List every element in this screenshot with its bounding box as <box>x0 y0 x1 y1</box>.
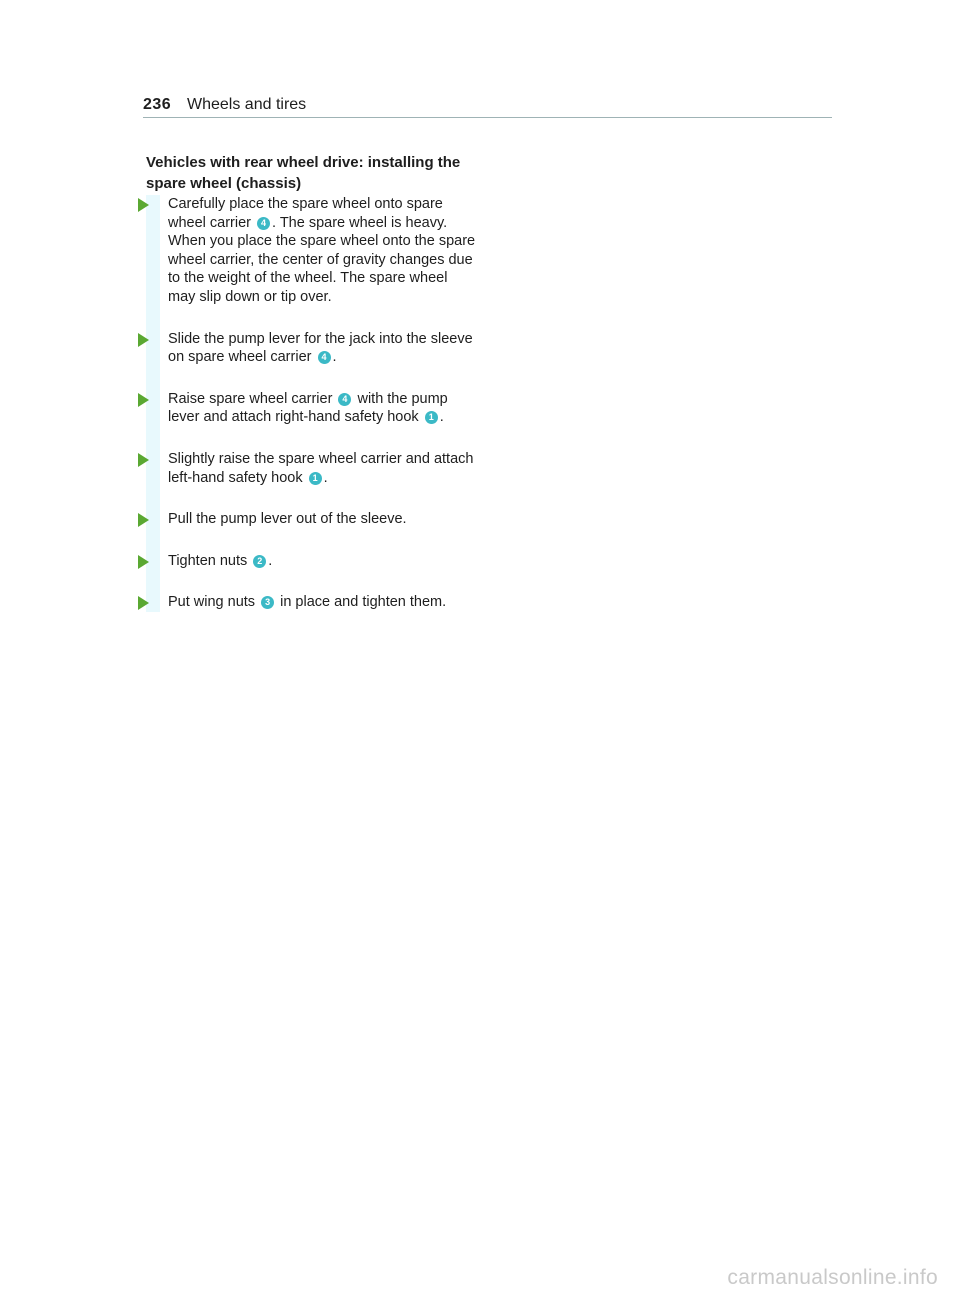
page-number: 236 <box>143 96 172 113</box>
header-divider <box>143 117 832 118</box>
step-text: Put wing nuts 3 in place and tighten them. <box>168 594 447 611</box>
step-text: Pull the pump lever out of the sleeve. <box>168 511 407 528</box>
step-item <box>146 195 476 307</box>
step-text: Slightly raise the spare wheel carrier and attach left-hand safety hook 1 . <box>168 450 474 486</box>
arrow-icon <box>138 596 149 610</box>
step-item <box>146 552 476 571</box>
callout-badge: 4 <box>257 217 270 230</box>
step-text: Tighten nuts 2 . <box>168 552 273 569</box>
arrow-icon <box>138 453 149 467</box>
callout-badge: 1 <box>425 411 438 424</box>
callout-badge: 4 <box>338 393 351 406</box>
page-header <box>143 94 832 118</box>
callout-badge: 2 <box>253 555 266 568</box>
step-item <box>146 330 476 367</box>
arrow-icon <box>138 513 149 527</box>
arrow-icon <box>138 393 149 407</box>
step-text: Carefully place the spare wheel onto spare wheel carrier 4 . The spare wheel is heavy. When you place the spare wheel onto the spare wheel carrier, the center of gravity changes due to the weight of the wheel. The spare wheel may slip down or tip over. <box>168 196 476 305</box>
step-text: Slide the pump lever for the jack into the sleeve on spare wheel carrier 4 . <box>168 330 473 366</box>
arrow-icon <box>138 333 149 347</box>
instruction-steps <box>146 195 476 635</box>
callout-badge: 4 <box>318 351 331 364</box>
watermark: carmanualsonline.info <box>727 1266 938 1289</box>
callout-badge: 1 <box>309 472 322 485</box>
arrow-icon <box>138 555 149 569</box>
section-title: Wheels and tires <box>187 96 307 113</box>
step-item <box>146 450 476 487</box>
section-heading: Vehicles with rear wheel drive: installing the spare wheel (chassis) <box>146 154 461 192</box>
step-text: Raise spare wheel carrier 4 with the pump lever and attach right-hand safety hook 1 . <box>168 390 448 426</box>
step-item <box>146 510 476 529</box>
arrow-icon <box>138 198 149 212</box>
callout-badge: 3 <box>261 596 274 609</box>
step-item <box>146 593 476 612</box>
step-item <box>146 390 476 427</box>
